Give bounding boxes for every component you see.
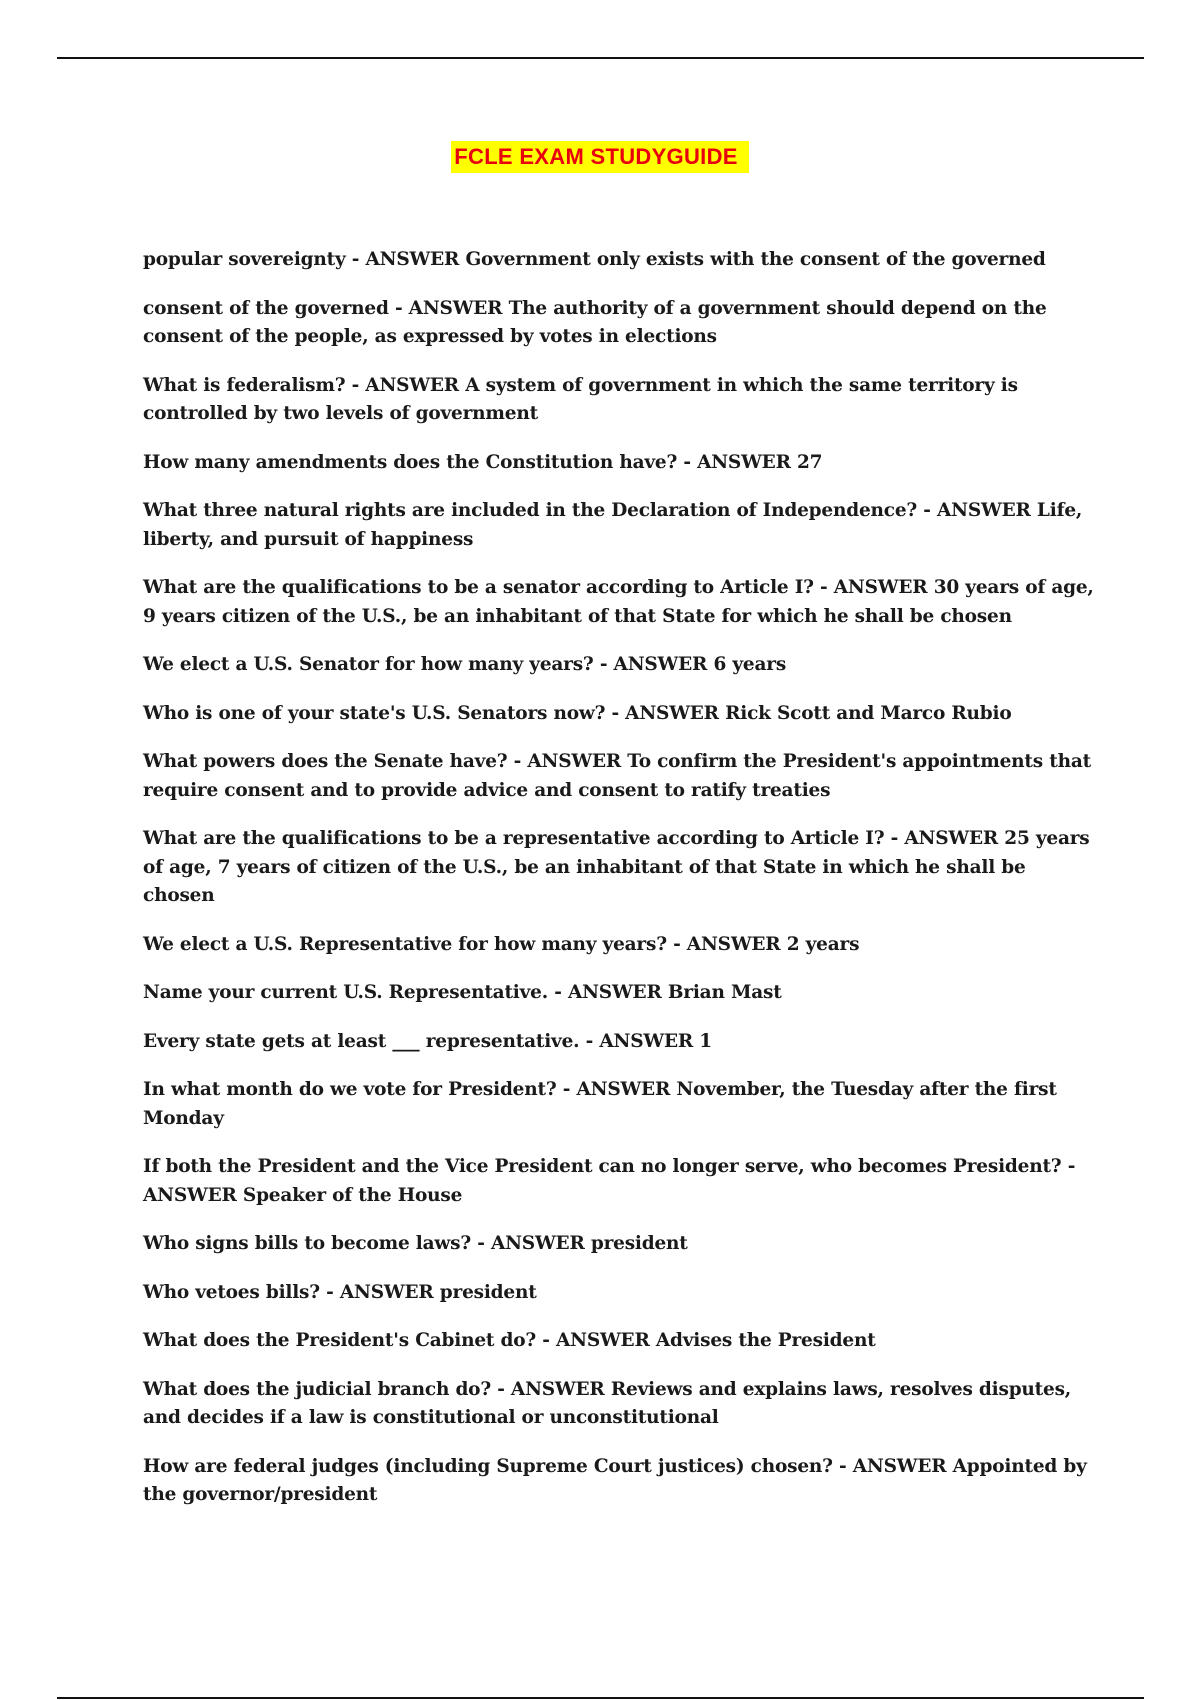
- bottom-rule: [57, 1697, 1144, 1699]
- qa-item-senator-qualifications: What are the qualifications to be a senator according to Article I? - ANSWER 30 years of age, 9 years citizen of the U.S., be an inhabitant of that State for which he shall be chosen: [143, 577, 1094, 627]
- title-container: [0, 141, 1200, 173]
- qa-item-representative-term: We elect a U.S. Representative for how many years? - ANSWER 2 years: [143, 933, 860, 955]
- qa-item-representative-qualifications: What are the qualifications to be a representative according to Article I? - ANSWER 25 years of age, 7 years of citizen of the U.S., be an inhabitant of that State in which he shall be chosen: [143, 828, 1090, 906]
- qa-item-consent-of-governed: consent of the governed - ANSWER The authority of a government should depend on the consent of the people, as expressed by votes in elections: [143, 297, 1047, 347]
- qa-item-state-senators: Who is one of your state's U.S. Senators now? - ANSWER Rick Scott and Marco Rubio: [143, 702, 1012, 724]
- top-rule: [57, 57, 1144, 59]
- qa-item-vetoes-bills: Who vetoes bills? - ANSWER president: [143, 1281, 537, 1303]
- qa-item-election-month: In what month do we vote for President? - ANSWER November, the Tuesday after the first Monday: [143, 1079, 1057, 1129]
- qa-item-signs-bills: Who signs bills to become laws? - ANSWER president: [143, 1233, 688, 1254]
- qa-item-cabinet: What does the President's Cabinet do? - ANSWER Advises the President: [143, 1330, 876, 1351]
- qa-item-minimum-representatives: Every state gets at least ___ representative. - ANSWER 1: [143, 1030, 712, 1052]
- qa-item-federal-judges: How are federal judges (including Supreme Court justices) chosen? - ANSWER Appointed by the governor/president: [143, 1455, 1087, 1505]
- qa-item-current-representative: Name your current U.S. Representative. - ANSWER Brian Mast: [143, 982, 782, 1003]
- qa-item-judicial-branch: What does the judicial branch do? - ANSWER Reviews and explains laws, resolves disputes, and decides if a law is constitutional or unconstitutional: [143, 1378, 1072, 1428]
- page-title: FCLE EXAM STUDYGUIDE: [451, 141, 748, 173]
- qa-item-natural-rights: What three natural rights are included in the Declaration of Independence? - ANSWER Life, liberty, and pursuit of happiness: [143, 500, 1083, 550]
- qa-list: [143, 246, 1098, 1530]
- qa-item-senator-term: We elect a U.S. Senator for how many years? - ANSWER 6 years: [143, 654, 787, 675]
- qa-item-amendments: How many amendments does the Constitution have? - ANSWER 27: [143, 451, 823, 473]
- qa-item-senate-powers: What powers does the Senate have? - ANSWER To confirm the President's appointments that require consent and to provide advice and consent to ratify treaties: [143, 751, 1091, 801]
- qa-item-popular-sovereignty: popular sovereignty - ANSWER Government only exists with the consent of the governed: [143, 249, 1046, 270]
- qa-item-federalism: What is federalism? - ANSWER A system of government in which the same territory is controlled by two levels of government: [143, 374, 1018, 424]
- qa-item-succession: If both the President and the Vice President can no longer serve, who becomes President? - ANSWER Speaker of the House: [143, 1156, 1076, 1206]
